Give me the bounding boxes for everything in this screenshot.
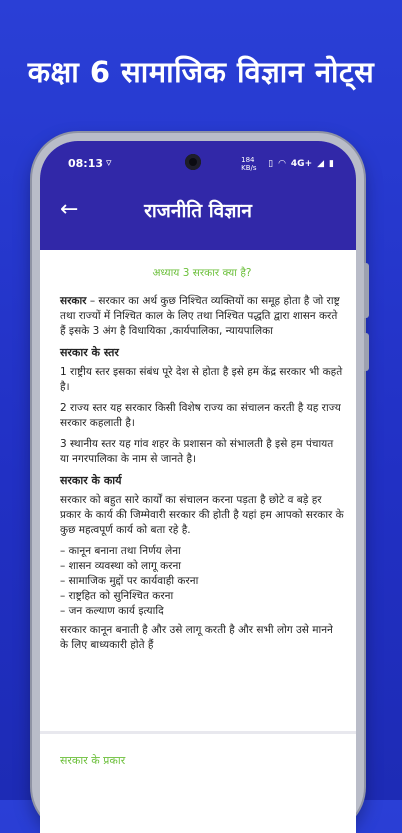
functions-list [60,544,344,619]
next-section-link[interactable]: सरकार के प्रकार [60,754,126,767]
speed-indicator: 184 KB/s [241,156,257,172]
level-3-text: 3 स्थानीय स्तर यह गांव शहर के प्रशासन को संभालती है इसे हम पंचायत या नगरपालिका के नाम से जानते है। [60,438,334,465]
battery-icon: ▮ [329,159,334,169]
app-title: राजनीति विज्ञान [144,200,252,222]
phone-screen [40,141,356,833]
phone-frame [32,133,364,833]
volume-button [364,263,369,318]
functions-heading: सरकार के कार्य [60,474,122,487]
power-button [364,333,369,371]
status-time: 08:13 [68,157,104,170]
status-icons [241,156,334,172]
signal-icon: ◢ [317,159,325,169]
intro-paragraph [60,294,344,339]
intro-term: सरकार [60,295,87,307]
status-bar [68,155,334,173]
closing-text: सरकार कानून बनाती है और उसे लागू करती है और सभी लोग उसे मानने के लिए बाध्यकारी होते हैं [60,624,333,651]
camera-cutout [185,154,201,170]
shield-icon: ▿ [106,156,112,169]
app-bar [40,189,356,239]
section-divider [40,731,356,734]
vibrate-icon: ▯ [268,159,274,169]
notes-content [40,250,356,833]
list-item: – जन कल्याण कार्य इत्यादि [60,604,344,619]
intro-text: – सरकार का अर्थ कुछ निश्चित व्यक्तियों का समूह होता है जो राष्ट्र तथा राज्यों में निश्चित काल के लिए तथा निश्चित पद्धति द्वारा शासन करते हैं इसके 3 अंग है विधायिका ,कार्यपालिका, न्यायपालिका [60,295,340,337]
banner-headline: कक्षा 6 सामाजिक विज्ञान नोट्स [27,55,375,89]
level-2-text: 2 राज्य स्तर यह सरकार किसी विशेष राज्य का संचालन करती है यह राज्य सरकार कहलाती है। [60,402,341,429]
list-item: – राष्ट्रहित को सुनिश्चित करना [60,589,344,604]
list-item: – सामाजिक मुद्दों पर कार्यवाही करना [60,574,344,589]
network-label: 4G+ [290,159,313,169]
functions-text: सरकार को बहुत सारे कार्यों का संचालन करना पड़ता है छोटे व बड़े हर प्रकार के कार्य की जिम्मेवारी सरकार की होती है यहां हम आपको सरकार के कुछ महत्वपूर्ण कार्य को बता रहे है. [60,494,344,536]
list-item: – कानून बनाना तथा निर्णय लेना [60,544,344,559]
back-arrow-icon[interactable]: ← [60,197,79,222]
levels-heading: सरकार के स्तर [60,346,119,359]
wifi-icon: ◠ [278,159,286,169]
chapter-title: अध्याय 3 सरकार क्या है? [152,267,252,279]
list-item: – शासन व्यवस्था को लागू करना [60,559,344,574]
app-header [40,141,356,250]
level-1-text: 1 राष्ट्रीय स्तर इसका संबंध पूरे देश से होता है इसे हम केंद्र सरकार भी कहते है। [60,366,343,393]
